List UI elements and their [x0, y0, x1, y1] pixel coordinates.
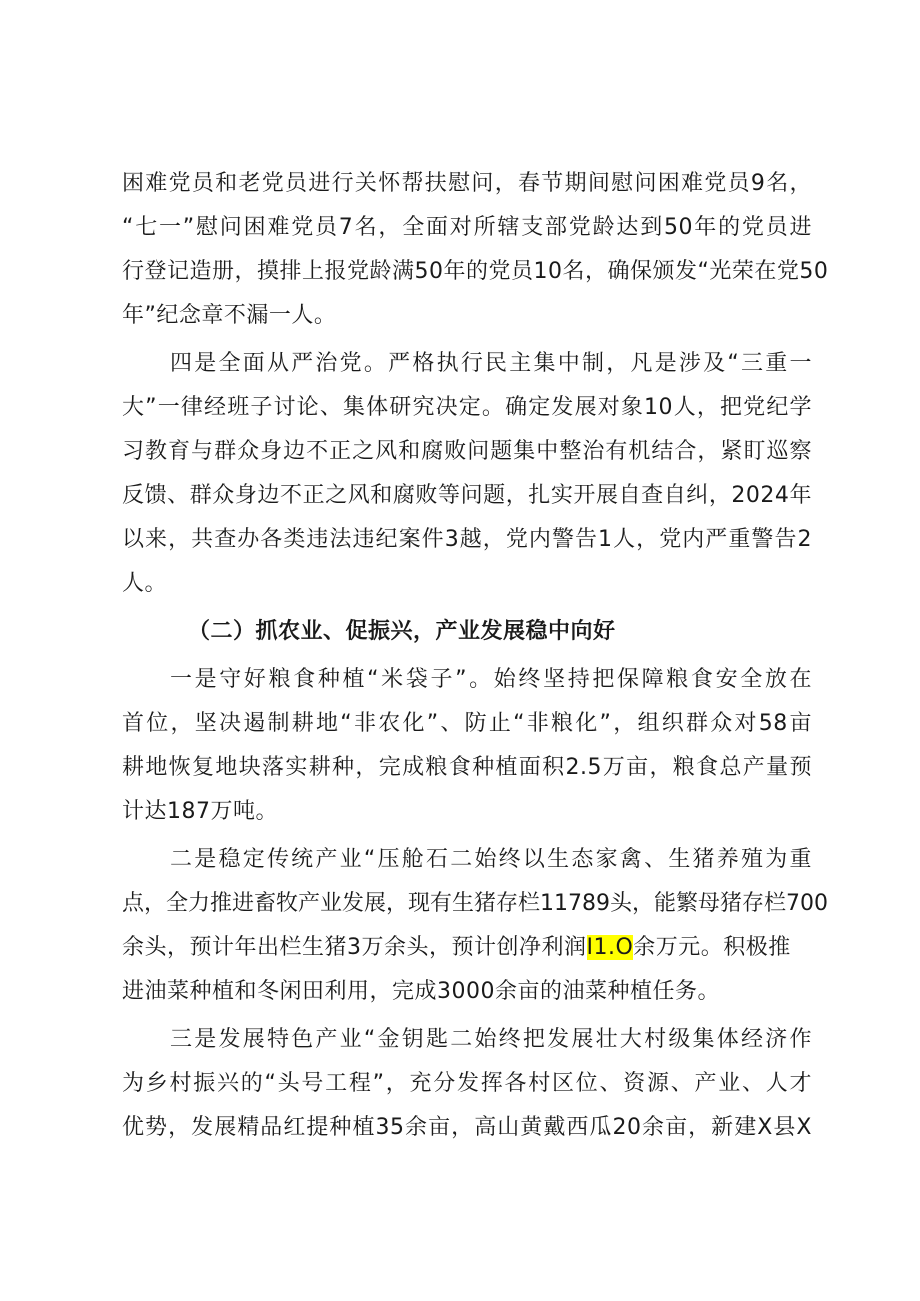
paragraph-line: “七一”慰问困难党员7名，全面对所辖支部党龄达到50年的党员进 — [122, 215, 812, 240]
paragraph-line: 一是守好粮食种植“米袋子”。始终坚持把保障粮食安全放在 — [170, 667, 812, 692]
paragraph-line: 困难党员和老党员进行关怀帮扶慰问，春节期间慰问困难党员9名， — [122, 171, 812, 196]
paragraph-line: 行登记造册，摸排上报党龄满50年的党员10名，确保颁发“光荣在党50 — [122, 259, 829, 284]
highlighted-text: I1.O — [586, 935, 634, 960]
paragraph-line: 首位，坚决遏制耕地“非农化”、防止“非粮化”，组织群众对58亩 — [122, 711, 812, 736]
paragraph-line: 进油菜种植和冬闲田利用，完成3000余亩的油菜种植任务。 — [122, 979, 720, 1004]
paragraph-line: 四是全面从严治党。严格执行民主集中制，凡是涉及“三重一 — [170, 351, 812, 376]
text-segment: 余万元。积极推 — [633, 935, 791, 960]
paragraph-line: 点，全力推进畜牧产业发展，现有生猪存栏11789头，能繁母猪存栏700 — [122, 891, 828, 916]
paragraph-line: 耕地恢复地块落实耕种，完成粮食种植面积2.5万亩，粮食总产量预 — [122, 755, 812, 780]
paragraph-line: 人。 — [122, 571, 168, 596]
paragraph-line: 习教育与群众身边不正之风和腐败问题集中整治有机结合，紧盯巡察 — [122, 439, 812, 464]
paragraph-line: 三是发展特色产业“金钥匙二始终把发展壮大村级集体经济作 — [170, 1027, 812, 1052]
paragraph-line: 为乡村振兴的“头号工程”，充分发挥各村区位、资源、产业、人才 — [122, 1071, 812, 1096]
section-heading: （二）抓农业、促振兴，产业发展稳中向好 — [188, 619, 616, 644]
paragraph-line: 优势，发展精品红提种植35余亩，高山黄戴西瓜20余亩，新建X县X — [122, 1115, 812, 1140]
paragraph-line: 反馈、群众身边不正之风和腐败等问题，扎实开展自查自纠，2024年 — [122, 483, 812, 508]
paragraph-line: 二是稳定传统产业“压舱石二始终以生态家禽、生猪养殖为重 — [170, 847, 812, 872]
paragraph-line: 年”纪念章不漏一人。 — [122, 303, 337, 328]
paragraph-line — [122, 930, 812, 966]
paragraph-line: 计达187万吨。 — [122, 799, 278, 824]
paragraph-line: 大”一律经班子讨论、集体研究决定。确定发展对象10人，把党纪学 — [122, 395, 812, 420]
paragraph-line: 以来，共查办各类违法违纪案件3越，党内警告1人，党内严重警告2 — [122, 527, 812, 552]
text-segment: 余头，预计年出栏生猪3万余头，预计创净利润 — [122, 935, 587, 960]
